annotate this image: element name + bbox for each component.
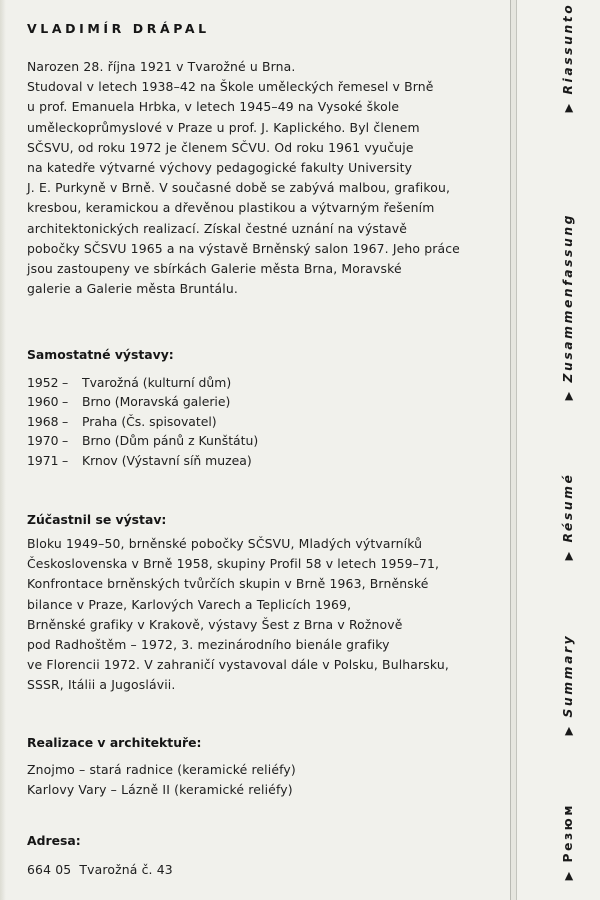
solo-exhibitions-list bbox=[27, 373, 258, 470]
bio-line: Narozen 28. října 1921 v Tvarožné u Brna. bbox=[27, 59, 296, 74]
bio-line: na katedře výtvarné výchovy pedagogické fakulty University bbox=[27, 159, 413, 175]
text-line: Československa v Brně 1958, skupiny Profil 58 v letech 1959–71, bbox=[27, 556, 440, 572]
address-heading: Adresa: bbox=[27, 833, 81, 848]
triangle-marker-icon: ▲ bbox=[564, 723, 574, 737]
tab-label: Summary bbox=[561, 633, 575, 718]
group-exhibitions-heading: Zúčastnil se výstav: bbox=[27, 512, 167, 527]
list-item: 1970 – Brno (Dům pánů z Kunštátu) bbox=[27, 433, 259, 449]
text-line: pod Radhoštěm – 1972, 3. mezinárodního bienále grafiky bbox=[27, 636, 390, 652]
list-item: Znojmo – stará radnice (keramické reliéfy) bbox=[27, 762, 296, 777]
bio-line: architektonických realizací. Získal čestné uznání na výstavě bbox=[27, 220, 407, 236]
tab-label: Riassunto bbox=[561, 2, 575, 95]
group-exhibitions-paragraph bbox=[27, 534, 449, 696]
language-tabs-panel bbox=[517, 0, 600, 900]
text-line: Bloku 1949–50, brněnské pobočky SČSVU, Mladých výtvarníků bbox=[27, 536, 423, 551]
solo-exhibitions-heading: Samostatné výstavy: bbox=[27, 347, 174, 362]
bio-line: kresbou, keramickou a dřevěnou plastikou a výtvarným řešením bbox=[27, 200, 435, 216]
text-line: Konfrontace brněnských tvůrčích skupin v Brně 1963, Brněnské bbox=[27, 576, 429, 592]
bio-line: SČSVU, od roku 1972 je členem SČVU. Od roku 1961 vyučuje bbox=[27, 139, 414, 155]
tab-zusammenfassung[interactable] bbox=[560, 213, 577, 400]
text-line: Brněnské grafiky v Krakově, výstavy Šest z Brna v Rožnově bbox=[27, 616, 403, 632]
triangle-marker-icon: ▲ bbox=[564, 388, 574, 402]
tab-label: Zusammenfassung bbox=[561, 212, 575, 383]
tab-summary[interactable] bbox=[560, 634, 577, 735]
architecture-heading: Realizace v architektuře: bbox=[27, 735, 202, 750]
triangle-marker-icon: ▲ bbox=[564, 548, 574, 562]
architecture-list bbox=[27, 760, 296, 800]
tab-resume[interactable] bbox=[560, 473, 577, 561]
bio-line: uměleckoprůmyslové v Praze u prof. J. Kaplického. Byl členem bbox=[27, 119, 420, 135]
tab-riassunto[interactable] bbox=[560, 3, 577, 112]
bio-line: galerie a Galerie města Bruntálu. bbox=[27, 281, 238, 297]
address-value: 664 05 Tvarožná č. 43 bbox=[27, 862, 173, 877]
bio-line: pobočky SČSVU 1965 a na výstavě Brněnský salon 1967. Jeho práce bbox=[27, 240, 460, 256]
tab-rezyum[interactable] bbox=[560, 803, 577, 880]
bio-line: jsou zastoupeny ve sbírkách Galerie města Brna, Moravské bbox=[27, 260, 402, 276]
bio-line: u prof. Emanuela Hrbka, v letech 1945–49 na Vysoké škole bbox=[27, 99, 400, 115]
list-item: Karlovy Vary – Lázně II (keramické reliéfy) bbox=[27, 782, 293, 798]
bio-line: Studoval v letech 1938–42 na Škole uměleckých řemesel v Brně bbox=[27, 79, 434, 95]
list-item: 1971 – Krnov (Výstavní síň muzea) bbox=[27, 452, 252, 468]
triangle-marker-icon: ▲ bbox=[564, 100, 574, 114]
tab-label: Résumé bbox=[561, 472, 575, 543]
list-item: 1952 – Tvarožná (kulturní dům) bbox=[27, 375, 232, 390]
list-item: 1960 – Brno (Moravská galerie) bbox=[27, 394, 231, 410]
list-item: 1968 – Praha (Čs. spisovatel) bbox=[27, 413, 217, 429]
triangle-marker-icon: ▲ bbox=[564, 868, 574, 882]
text-line: bilance v Praze, Karlových Varech a Teplicích 1969, bbox=[27, 596, 352, 612]
bio-line: J. E. Purkyně v Brně. V současné době se zabývá malbou, grafikou, bbox=[27, 180, 451, 196]
tab-label: Резюм bbox=[561, 803, 575, 863]
biography-paragraph bbox=[27, 57, 460, 299]
artist-name-title: VLADIMÍR DRÁPAL bbox=[27, 21, 210, 36]
text-line: SSSR, Itálii a Jugoslávii. bbox=[27, 677, 176, 693]
text-line: ve Florencii 1972. V zahraničí vystavoval dále v Polsku, Bulharsku, bbox=[27, 657, 449, 673]
